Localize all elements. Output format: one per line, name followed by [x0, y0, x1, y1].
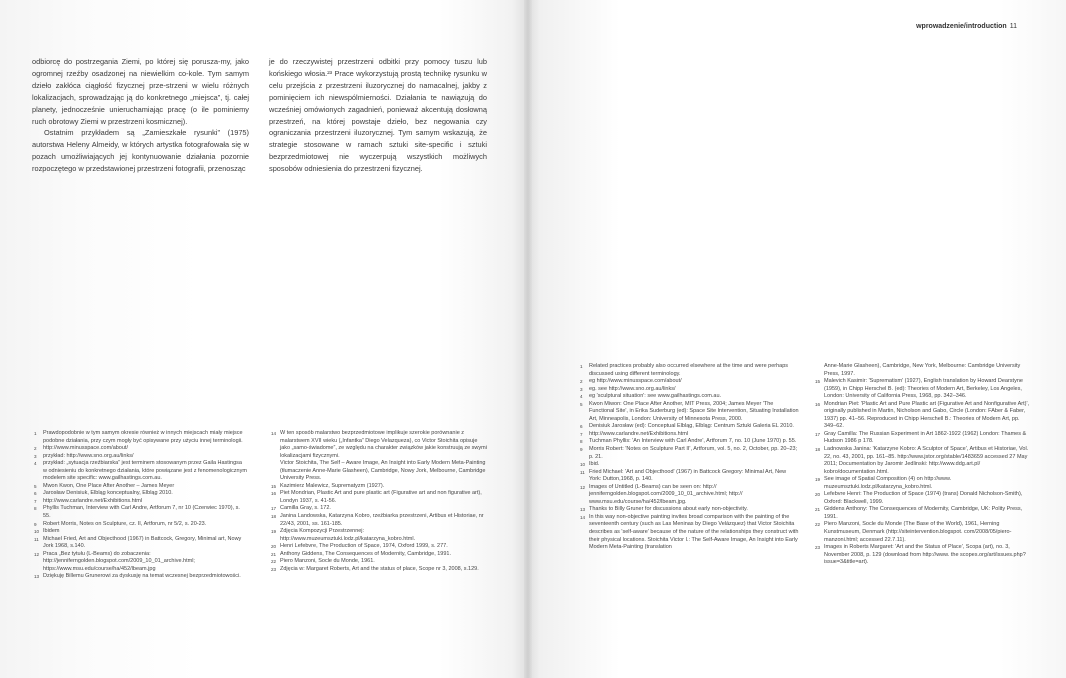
footnote-number: 1	[580, 364, 583, 369]
footnote-text: Gray Camilla: The Russian Experiment in Art 1862-1922 (1962) London: Thames & Hudson 1986 p 178.	[824, 430, 1027, 445]
footnote-number: 23	[271, 566, 277, 572]
footnotes-column	[580, 363, 799, 552]
footnote	[271, 490, 488, 505]
footnote	[580, 469, 799, 484]
footnote-number: 11	[580, 469, 585, 475]
footnote-text: Anthony Giddens, The Consequences of Modernity, Cambridge, 1991.	[280, 550, 452, 557]
footnote-number: 5	[34, 483, 37, 489]
footnote-number: 6	[580, 424, 583, 430]
footnote-text: eg. see http://www.sno.org.au/links/	[589, 385, 676, 392]
footnote	[34, 490, 247, 498]
footnote-text: Mondrian Piet: 'Plastic Art and Pure Plastic art (Figurative Art and Nonfigurative Art)', originally published in Martin, Nicholson and Gabo, Circle (London: FAber & Faber, 1937) pp. 41–56. Reproduced in Chipp Herschell B.: Theories of Modern Art, pp. 349–62.	[824, 400, 1030, 430]
footnote-text: eg http://www.minusspace.com/about/	[589, 378, 682, 385]
footnote-text: Denisiuk Jarosław (ed): Conceptual Elbląg, Elbląg: Centrum Sztuki Galeria EL 2010.	[589, 423, 794, 430]
footnote-number: 16	[815, 401, 821, 407]
footnote	[815, 491, 1033, 506]
footnote	[580, 378, 799, 386]
footnote-number: 21	[815, 507, 821, 513]
footnote-number: 12	[34, 551, 40, 557]
footnote-text: Thanks to Billy Gruner for discussions about early non-objectivity.	[589, 506, 748, 513]
footnote-number: 6	[34, 491, 37, 497]
footnote	[580, 431, 799, 439]
footnote-text: przykład: http://www.sno.org.au/links/	[43, 452, 134, 459]
footnote-number: 20	[271, 544, 277, 550]
footnote-number: 13	[34, 574, 40, 580]
footnote-text: W ten sposób malarstwo bezprzedmiotowe implikuje szerokie porównanie z malarstwem XVII wieku („Infantka” Diego Velazqueza), co Victor Stoichita opisuje jako „samo-świadome”, ze względu na charakter związków jakie konstruują ze swymi lokalizacjami fizycznymi.	[280, 430, 487, 459]
footnote-text: Zdjęcia Kompozycji Przestrzennej: http://www.muzeumsztuki.lodz.pl/katarzyna_kobro.html.	[280, 528, 416, 542]
footnote-number: 1	[34, 431, 37, 436]
footnotes-column	[34, 430, 247, 581]
footnote	[815, 521, 1033, 544]
footnote-number: 17	[815, 431, 821, 437]
footnote-number: 16	[271, 491, 277, 497]
footnote-text: Camilla Gray, s. 172.	[280, 505, 331, 512]
footnote-text: Kwon Miwon: One Place After Another, MIT Press, 2004; James Meyer 'The Functional Site', in Erika Suderburg (ed): Space Site Intervention, Situating Installation Art, Minneapolis, London: University of Minnesota Press, 2000.	[589, 400, 799, 422]
footnote-number: 22	[815, 522, 821, 528]
footnote	[271, 430, 488, 460]
footnote	[34, 528, 247, 536]
footnote	[34, 430, 247, 445]
footnote-text: Morris Robert: 'Notes on Sculpture Part II', Artforum, vol. 5, no. 2, October, pp. 20–23; p. 21.	[589, 446, 798, 460]
footnote	[271, 543, 488, 551]
footnote-text: Tuchman Phyllis: 'An Interview with Carl Andre', Artforum 7, no. 10 (June 1970) p. 55.	[589, 438, 797, 445]
body-paragraph: je do rzeczywistej przestrzeni odbitki przy pomocy tuszu lub końskiego włosia.²³ Prace wykorzystują prostą technikę rysunku w celu przejścia z przestrzeni iluzorycznej do namacalnej, jakby z pominięciem ich niewspólmierności. Działania te nawiązują do wcześniej omówionych zagadnień, ponieważ akcentują dosłowną przestrzeń, na której powstaje dzieło, bez negowania czy ograniczania przestrzeni iluzorycznej. Tym samym wskazują, że strategie stosowane w ramach sztuki site-specific i sztuki bezprzedmiotowej nie wyczerpują wszystkich możliwych sposobów odniesienia do przestrzeni fizycznej.	[269, 57, 487, 174]
footnote	[271, 551, 488, 559]
footnote-number: 15	[815, 379, 821, 385]
footnote-text: Phyllis Tuchman, Interview with Carl Andre, Artforum 7, nr 10 (Czerwiec 1970), s. 55.	[43, 505, 240, 520]
footnote-text: http://www.carlandre.net/Exhibitions.html	[43, 497, 143, 504]
footnote-text: Fried Michael: 'Art and Objecthood' (1967) in Battcock Gregory: Minimal Art, New York: Dutton,1968, p. 140.	[589, 468, 787, 483]
footnote-number: 15	[271, 483, 277, 489]
footnote-number: 2	[34, 446, 37, 452]
footnote-text: Zdjęcia w: Margaret Roberts, Art and the status of place, Scope nr 3, 2008, s.129.	[280, 565, 479, 572]
footnote	[580, 514, 799, 552]
footnote	[580, 386, 799, 394]
footnote-number: 20	[815, 492, 821, 498]
footnote-number: 17	[271, 506, 277, 512]
footnote-number: 12	[580, 484, 586, 490]
footnote	[34, 536, 247, 551]
footnote	[34, 460, 247, 483]
footnote	[34, 551, 247, 574]
footnote-number: 3	[34, 453, 37, 459]
footnote-text: Kazimierz Malewicz, Suprematyzm (1927).	[280, 482, 385, 489]
footnote-number: 19	[815, 477, 821, 483]
footnote	[271, 505, 488, 513]
footnote	[34, 521, 247, 529]
footnote-text: Anne-Marie Glasheen), Cambridge, New York, Melbourne: Cambridge University Press, 1997.	[824, 363, 1021, 377]
footnote-text: Malevich Kasimir: 'Suprematism' (1927), English translation by Howard Dearstyne (1959), in Chipp Herschel B. (ed): Theories of Modern Art, Berkeley, Los Angeles, London: University of California Press, 1968, pp. 342–346.	[824, 378, 1023, 400]
footnote-text: http://www.minusspace.com/about/	[43, 445, 128, 452]
footnote	[271, 483, 488, 491]
footnote-number: 13	[580, 507, 586, 513]
footnote	[580, 461, 799, 469]
page-number: 11	[1009, 23, 1017, 30]
footnote-text: Michael Fried, Art and Objecthood (1967) in Battcock, Gregory, Minimal art, Nowy Jork 1968, s.140.	[43, 535, 242, 550]
footnote	[271, 528, 488, 543]
footnote	[580, 363, 799, 378]
footnote-number: 8	[580, 439, 583, 445]
footnote	[815, 506, 1033, 521]
footnote-text: Victor Stoichita, The Self – Aware Image, An Insight into Early Modern Meta-Painting (tłumaczenie Anne-Marie Glasheen), Cambridge, Nowy Jork, Melbourne, Cambridge University Press.	[280, 460, 486, 482]
footnote	[580, 423, 799, 431]
footnote-text: Piero Manzoni, Socle du Monde, 1961.	[280, 558, 375, 565]
footnote	[815, 363, 1033, 378]
footnote-text: Mwon Kwon, One Place After Another – James Meyer	[43, 482, 175, 489]
footnote-text: http://www.carlandre.net/Exhibitions.html	[589, 430, 689, 437]
footnote-number: 5	[580, 401, 583, 407]
footnote	[815, 431, 1033, 446]
footnote	[580, 393, 799, 401]
footnote-number: 22	[271, 559, 277, 565]
footnote	[34, 453, 247, 461]
footnote-number: 19	[271, 529, 277, 535]
footnote-text: Jarosław Denisiuk, Elbląg konceptualny, Elbląg 2010.	[43, 490, 173, 497]
footnote	[815, 378, 1033, 401]
footnote-number: 14	[271, 431, 277, 436]
footnote	[271, 566, 488, 574]
footnote	[34, 505, 247, 520]
footnote-text: Related practices probably also occurred elsewhere at the time and were perhaps discussed using different terminology.	[589, 363, 789, 377]
footnote-text: In this way non-objective painting invites broad comparison with the painting of the seventeenth century (such as Las Meninas by Diego Velázquez) that Victor Stoichita describes as 'self-aware' because of the nature of the relationships they construct with their physical locations. Stoichita Victor I.: The Self-Aware Image, An Insight into Early Modern Meta-Painting (translation	[589, 513, 799, 551]
footnote-number: 10	[34, 529, 40, 535]
footnote	[34, 573, 247, 581]
footnote-text: Dziękuję Billemu Grunerowi za dyskusję na temat wczesnej bezprzedmiotowości.	[43, 573, 241, 580]
footnote-text: Images of Untitled (L-Beams) can be seen on: http:// jenniferngolden.blogspot.com/2009_10_01_archive.html; http:// www.msu.edu/course/ha/452/lbeam.jpg.	[589, 483, 743, 505]
footnotes-column	[815, 363, 1033, 567]
footnote	[815, 544, 1033, 567]
footnote	[580, 484, 799, 507]
footnote	[580, 438, 799, 446]
footnote-text: Robert Morris, Notes on Sculpture, cz. II, Artforum, nr 5/2, s. 20-23.	[43, 520, 207, 527]
footnote	[815, 476, 1033, 491]
footnote-number: 2	[580, 379, 583, 385]
header-title: wprowadzenie/introduction	[916, 23, 1007, 30]
footnote-number: 18	[271, 514, 277, 520]
body-column-left	[32, 56, 249, 175]
footnote-text: Henri Lefebvre, The Production of Space, 1974, Oxford 1999, s. 277.	[280, 543, 448, 550]
footnote-text: See image of Spatial Composition (4) on http://www. muzeumsztuki.lodz.pl/katarzyna_kobro.html.	[824, 476, 952, 490]
footnote-number: 11	[34, 536, 39, 542]
footnotes-column	[271, 430, 488, 573]
body-paragraph: odbiorcę do postrzegania Ziemi, po której się porusza-my, jako ogromnej rzeźby osadzonej na niewielkim co-kole. Tym samym dzieło zakłóca ciągłość fizycznej prze-strzeni w wielu różnych lokalizacjach, sprowadzając ją do konkretnego „miejsca”, tj. całej planety, jednocześnie unieruchamiając pracę (o ile pominiemy ruch obrotowy Ziemi w przestrzeni kosmicznej).	[32, 57, 249, 126]
footnote	[34, 445, 247, 453]
footnote-number: 3	[580, 386, 583, 392]
footnote-text: Lefebvre Henri: The Production of Space (1974) (trans) Donald Nicholson-Smith), Oxford: Blackwell, 1999.	[824, 491, 1023, 505]
footnote	[271, 513, 488, 528]
running-header	[916, 23, 1017, 30]
footnote-text: Praca „Bez tytułu (L-Beams) do zobaczenia: http://jenniferngolden.blogspot.com/2009_10_01_archive.html; https://www.msu.edu/course/ha/452/lbeam.jpg	[43, 550, 195, 572]
footnote-text: Piero Manzoni, Socle du Monde (The Base of the World), 1961, Herning Kunstmuseum, Denmark (http://siteintervention.blogspot. com/2008/05/piero-manzoni.html; accessed 22.7.11).	[824, 521, 1012, 543]
footnote-number: 21	[271, 551, 277, 557]
body-paragraph: Ostatnim przykładem są „Zamieszkałe rysunki” (1975) autorstwa Heleny Almeidy, w których artystka fotografowała się w pozach umożliwiających jej kontynuowanie działania pozornie rozpoczętego w przedstawionej przestrzeni fotografii, przenosząc	[32, 128, 249, 174]
footnote-text: Ibidem	[43, 528, 60, 535]
footnote-number: 9	[580, 447, 583, 453]
book-gutter	[524, 0, 532, 678]
footnote-text: przykład: „sytuacja rzeźbiarska” jest terminem stosowanym przez Gaila Hastingsa w odniesieniu do konkretnego działania, które powiązane jest z fenomenologicznym modelem site specific: www.gailhastings.com.au.	[43, 460, 247, 482]
footnote-number: 8	[34, 506, 37, 512]
footnote-text: Piet Mondrian, Plastic Art and pure plastic art (Figurative art and non figurative art), Londyn 1937, s. 41-56.	[280, 490, 482, 504]
footnote	[580, 506, 799, 514]
footnote-text: Images in Roberts Margaret: 'Art and the Status of Place', Scopa (art), no. 3, November 2008, p. 129 (download from http://www. the scopes.org/art/issues.php?issue=3&title=art).	[824, 544, 1026, 566]
footnote-text: Janina Landowska, Katarzyna Kobro, rzeźbiarka przestrzeni, Artibus et Historiae, nr 22/43, 2001, ss. 161-185.	[280, 513, 484, 527]
footnote	[580, 446, 799, 461]
footnote	[34, 483, 247, 491]
footnote	[34, 498, 247, 506]
footnote-number: 7	[34, 498, 37, 504]
footnote-number: 4	[580, 394, 583, 400]
footnote	[580, 401, 799, 424]
footnote	[815, 401, 1033, 431]
footnote-number: 9	[34, 521, 37, 527]
footnote-number: 23	[815, 545, 821, 551]
footnote-text: eg 'sculptural situation': see www.gailhastings.com.au.	[589, 393, 722, 400]
footnote-number: 18	[815, 447, 821, 453]
footnote-text: Prawdopodobnie w tym samym okresie również w innych miejscach miały miejsce podobne działania, przy czym mogły być opisywane przy użyciu innej terminologii.	[43, 430, 243, 444]
footnote-number: 10	[580, 462, 586, 468]
footnote-text: Ladnowska Janina: 'Katarzyne Kobro: A Sculptor of Space', Artibus et Historiae, Vol. 22, no. 43, 2001, pp. 161–85. http://www.jstor.org/stable/1483659 accessed 27 May 2011; Documentation by Jaromir Jedlinski: http://www.ddg.art.pl/ kobro/documentation.html.	[824, 446, 1029, 475]
footnote-text: Ibid.	[589, 461, 600, 468]
body-column-right	[269, 56, 487, 175]
footnote	[815, 446, 1033, 476]
footnote-text: Giddens Anthony: The Consequences of Modernity, Cambridge, UK: Polity Press, 1991.	[824, 506, 1023, 520]
footnote	[271, 460, 488, 483]
footnote	[271, 558, 488, 566]
footnote-number: 7	[580, 431, 583, 437]
footnote-number: 14	[580, 514, 586, 520]
footnote-number: 4	[34, 461, 37, 467]
